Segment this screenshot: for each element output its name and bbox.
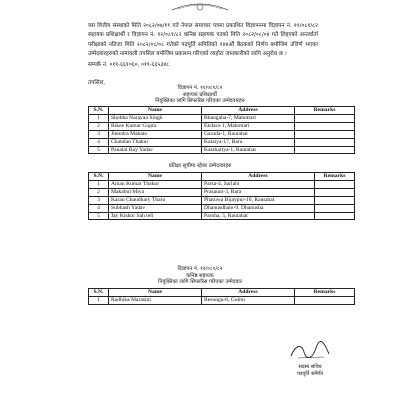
remarks-header: Remarks [295, 107, 355, 115]
sn-cell: 4 [89, 138, 109, 146]
address-cell: Ekdara-1, Mahottari [202, 122, 295, 130]
signature-icon [288, 340, 332, 362]
address-cell: Paroha, 5, Rautahat [202, 212, 315, 220]
sn-cell: 1 [89, 296, 109, 304]
sn-cell: 3 [89, 130, 109, 138]
table-row [89, 130, 355, 138]
sn-cell: 2 [89, 188, 109, 196]
remarks-cell [315, 196, 355, 204]
section2-table [88, 172, 355, 220]
name-cell: Jay Kishor Sah teli [109, 212, 202, 220]
tapasil-label: तपसिल, [88, 80, 106, 86]
section1-list-title: नियुक्तिका लागि सिफारिस गरिएका उम्मेदवारहरु [155, 98, 245, 105]
table-row [89, 146, 355, 154]
table-row [89, 196, 355, 204]
section1-adv-no: विज्ञापन नं. ११/०८१/८२ [177, 85, 223, 91]
section3-post: कनिष्ठ सहायक [186, 272, 214, 279]
remarks-cell [295, 114, 355, 122]
sn-cell: 4 [89, 204, 109, 212]
remarks-cell [295, 138, 355, 146]
notice-paragraph: यस वित्तीय संस्थाको मिति २०८२/०७/११ गते नेपाल समाचार पत्रमा प्रकाशित विज्ञापनमा विज्ञापन नं. ११/०८१/८२ सहायक प्रशिक्षार्थी र विज्ञापन नं. १२/०८१/८२ कनिष्ठ सहायक पदको मिति २०८२/०८/०४ गते लिइएको अन्तर्वार्ता परीक्षाको नतिजा मिति २०८२/०८/०८ गतेको पदपूर्ति समितिको १४४औं बैठकको निर्णय बमोजिम उत्तिर्ण भएका उम्मेदवारहरुको नामावली तपसिल बमोजिम प्रकाशन गरिएको व्यहोरा जानकारीको लागि अनुरोध छ । [88, 23, 318, 57]
remarks-cell [315, 180, 355, 188]
name-cell: Radhika Marasini [109, 296, 202, 304]
remarks-cell [295, 122, 355, 130]
address-cell: Parsa-4, Sarlahi [202, 180, 315, 188]
address-header: Address [202, 107, 295, 115]
sn-cell: 2 [89, 122, 109, 130]
section2-list-title: प्रतिक्षा सूचीमा रहेका उम्मेदवारहरु [168, 163, 232, 169]
address-cell: Dhanusdham-9, Dhanusha [202, 204, 315, 212]
remarks-cell [315, 204, 355, 212]
table-row [89, 212, 355, 220]
remarks-header: Remarks [295, 289, 355, 297]
address-cell: Kalaiya-17, Bara [202, 138, 295, 146]
organization-seal-icon [168, 0, 232, 12]
section3-table [88, 288, 355, 305]
section1-rows [89, 114, 355, 154]
section1-heading [0, 85, 400, 105]
address-header: Address [202, 289, 295, 297]
address-cell: Resunga-6, Gulmi [202, 296, 295, 304]
remarks-header: Remarks [315, 173, 355, 181]
remarks-cell [315, 212, 355, 220]
table-header-row [89, 289, 355, 297]
table-row [89, 188, 355, 196]
address-cell: Phatuwa Bijaypur-10, Rautahat [202, 196, 315, 204]
name-header: Name [109, 107, 202, 115]
name-cell: Panalal Ray Yadav [109, 146, 202, 154]
address-cell: Prasauni-3, Bara [202, 188, 315, 196]
address-header: Address [202, 173, 315, 181]
sn-cell: 5 [89, 212, 109, 220]
section3-list-title: नियुक्तिका लागि सिफारिस गरिएका उम्मेदवार [158, 279, 242, 286]
sn-cell: 1 [89, 180, 109, 188]
table-row [89, 114, 355, 122]
table-header-row [89, 107, 355, 115]
table-row [89, 204, 355, 212]
name-cell: Aman Kumar Thakur [109, 180, 202, 188]
address-cell: Garuda-1, Rautahat [202, 130, 295, 138]
table-header-row [89, 173, 355, 181]
section1-table [88, 106, 355, 154]
contact-phone: सम्पर्क नं. ०११-६६१०६०, ०११-६६५३४८ [88, 62, 170, 68]
sn-header: S.N. [89, 289, 109, 297]
remarks-cell [315, 188, 355, 196]
name-cell: Jitendra Mahato [109, 130, 202, 138]
table-row [89, 180, 355, 188]
sn-cell: 1 [89, 114, 109, 122]
name-cell: Subhash Yadav [109, 204, 202, 212]
name-header: Name [109, 173, 202, 181]
signature-title: सदस्य सचिव [298, 364, 322, 370]
table-row [89, 122, 355, 130]
section3-heading [0, 266, 400, 286]
name-header: Name [109, 289, 202, 297]
section3-adv-no: विज्ञापन नं. १२/०८१/८२ [177, 266, 223, 272]
section3-rows [89, 296, 355, 304]
sn-header: S.N. [89, 173, 109, 181]
remarks-cell [295, 146, 355, 154]
name-cell: Karan Chaudhary Tharu [109, 196, 202, 204]
section1-post: सहायक प्रशिक्षार्थी [183, 91, 217, 98]
remarks-cell [295, 130, 355, 138]
table-row [89, 138, 355, 146]
name-cell: Makabul Miya [109, 188, 202, 196]
name-cell: Chandan Thakur [109, 138, 202, 146]
address-cell: Bhangaha-7, Mahottari [202, 114, 295, 122]
name-cell: Rikee Kumar Gupta [109, 122, 202, 130]
section2-heading [0, 163, 400, 170]
remarks-cell [295, 296, 355, 304]
table-row [89, 296, 355, 304]
address-cell: Katahariya-1, Rautahat [202, 146, 295, 154]
signature-block [290, 364, 330, 378]
sn-cell: 5 [89, 146, 109, 154]
sn-cell: 3 [89, 196, 109, 204]
signature-committee: पदपूर्ति समिति [297, 371, 323, 378]
name-cell: Shobha Narayan Singh [109, 114, 202, 122]
sn-header: S.N. [89, 107, 109, 115]
section2-rows [89, 180, 355, 220]
